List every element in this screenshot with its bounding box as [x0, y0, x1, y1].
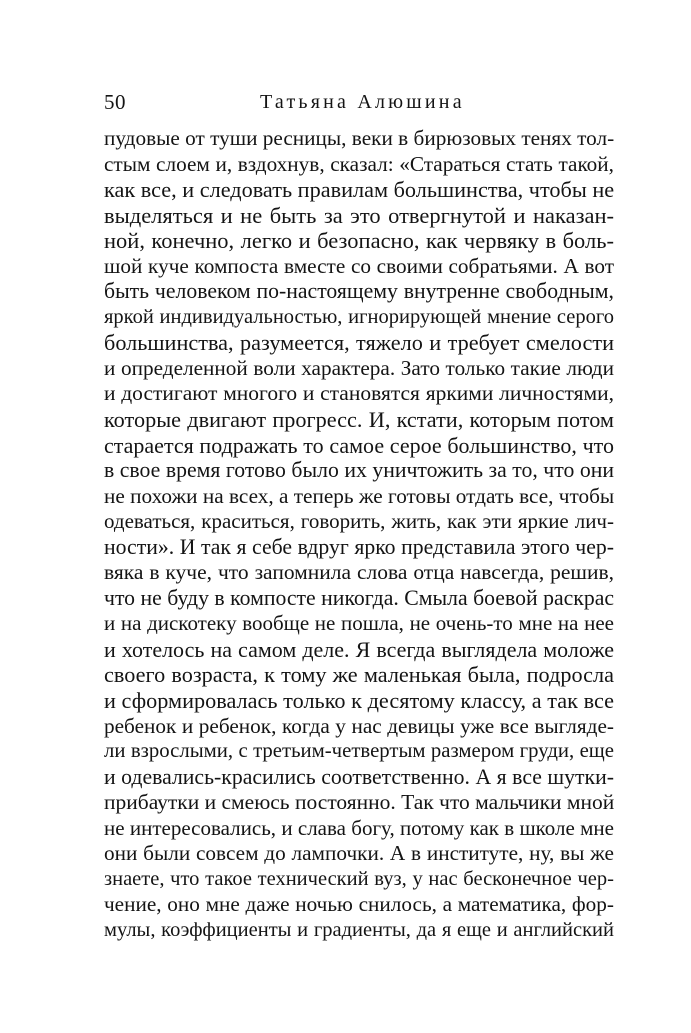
text-line: старается подражать то самое серое большинство, что	[104, 432, 614, 458]
text-line: и определенной воли характера. Зато только такие люди	[104, 355, 614, 380]
text-line: мулы, коэффициенты и градиенты, да я еще и английский	[104, 918, 614, 941]
text-line: одеваться, краситься, говорить, жить, как эти яркие лич-	[104, 509, 614, 534]
text-line: ности». И так я себе вдруг ярко представила этого чер-	[104, 534, 614, 559]
text-line: выделяться и не быть за это отвергнутой и наказан-	[104, 202, 614, 228]
author-name: Татьяна Алюшина	[260, 91, 465, 113]
text-line: ной, конечно, легко и безопасно, как червяку в боль-	[104, 228, 614, 254]
text-line: которые двигают прогресс. И, кстати, которым потом	[104, 407, 614, 433]
text-line: чение, оно мне даже ночью снилось, а математика, фор-	[104, 892, 614, 917]
text-line: вяка в куче, что запомнила слова отца навсегда, решив,	[104, 560, 614, 585]
text-line: и на дискотеку вообще не пошла, не очень-то мне на нее	[104, 611, 614, 636]
text-line: и хотелось на самом деле. Я всегда выглядела моложе	[104, 636, 614, 662]
text-line: что не буду в компосте никогда. Смыла боевой раскрас	[104, 585, 614, 610]
text-line: прибаутки и смеюсь постоянно. Так что мальчики мной	[104, 790, 614, 815]
text-line: как все, и следовать правилам большинства, чтобы не	[104, 177, 614, 203]
page-number: 50	[104, 90, 126, 114]
text-line: ребенок и ребенок, когда у нас девицы уже все выгляде-	[104, 713, 614, 738]
text-line: знаете, что такое технический вуз, у нас бесконечное чер-	[104, 867, 614, 890]
text-line: не интересовались, и слава богу, потому как в школе мне	[104, 815, 614, 840]
text-line: большинства, разумеется, тяжело и требует смелости	[104, 330, 614, 356]
text-line: шой куче компоста вместе со своими собратьями. А вот	[104, 253, 614, 278]
text-line: они были совсем до лампочки. А в институте, ну, вы же	[104, 841, 614, 866]
text-line: пудовые от туши ресницы, веки в бирюзовых тенях тол-	[104, 126, 614, 150]
text-line: яркой индивидуальностью, игнорирующей мнение серого	[104, 305, 614, 328]
text-line: в свое время готово было их уничтожить за то, что они	[104, 458, 614, 483]
text-line: стым слоем и, вздохнув, сказал: «Стараться стать такой,	[104, 151, 614, 176]
running-header	[104, 88, 614, 116]
text-line: и одевались-красились соответственно. А я все шутки-	[104, 764, 614, 789]
text-line: своего возраста, к тому же маленькая была, подросла	[104, 662, 614, 688]
text-line: и сформировалась только к десятому классу, а так все	[104, 688, 614, 714]
text-line: ли взрослыми, с третьим-четвертым размером груди, еще	[104, 740, 614, 763]
text-line: не похожи на всех, а теперь же готовы отдать все, чтобы	[104, 483, 614, 508]
text-line: и достигают многого и становятся яркими личностями,	[104, 381, 614, 406]
body-text	[104, 126, 614, 944]
text-line: быть человеком по-настоящему внутренне свободным,	[104, 279, 614, 304]
